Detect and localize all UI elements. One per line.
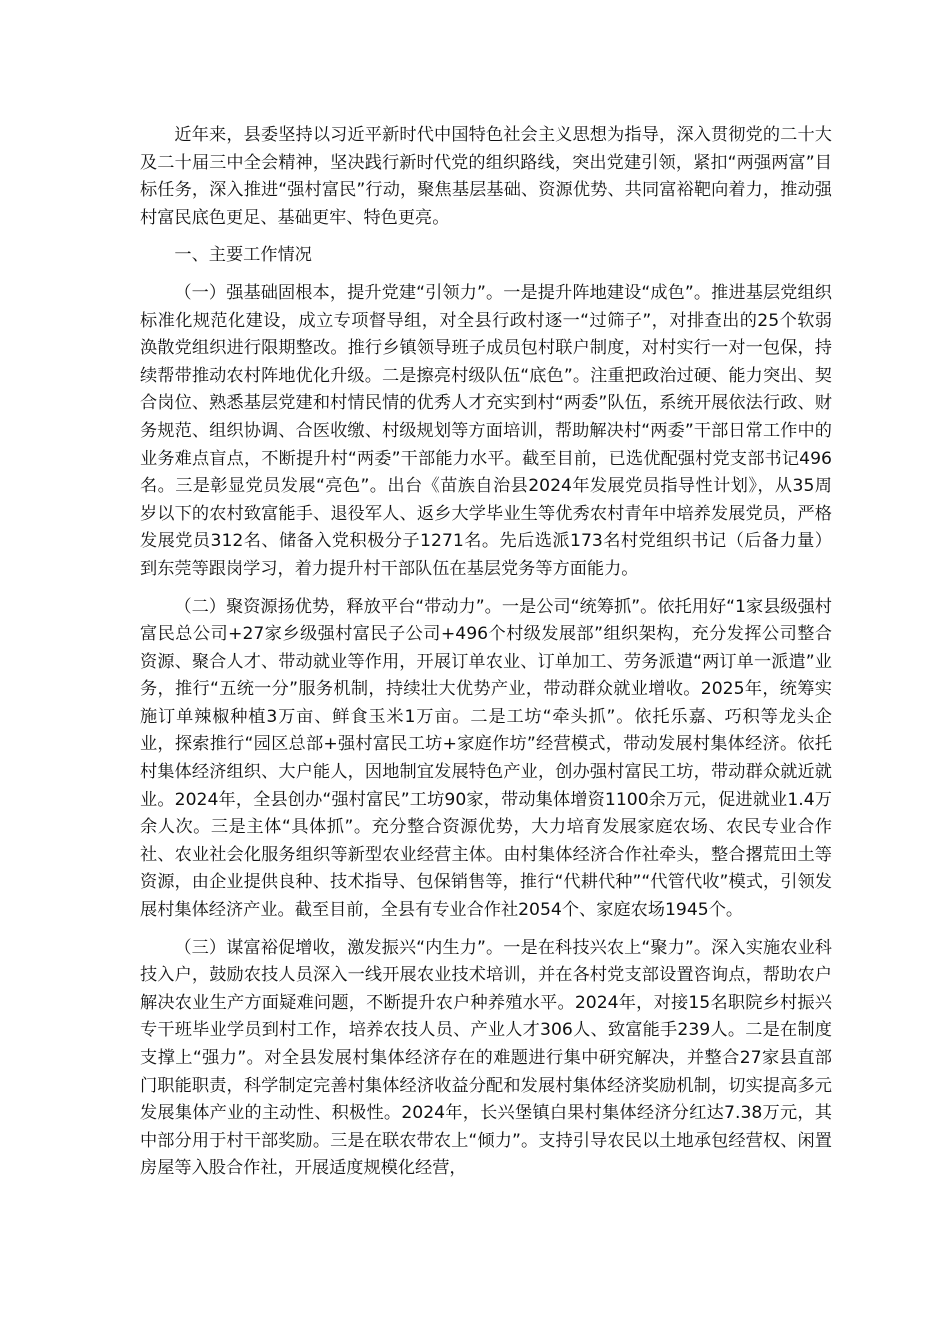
section-heading: 一、主要工作情况 [174, 245, 312, 266]
document-page [140, 122, 832, 1193]
paragraph-1: （一）强基础固根本，提升党建“引领力”。一是提升阵地建设“成色”。推进基层党组织标准化规范化建设，成立专项督导组，对全县行政村逐一“过筛子”，对排查出的25个软弱涣散党组织进行限期整改。推行乡镇领导班子成员包村联户制度，对村实行一对一包保，持续帮带推动农村阵地优化升级。二是擦亮村级队伍“底色”。注重把政治过硬、能力突出、契合岗位、熟悉基层党建和村情民情的优秀人才充实到村“两委”队伍，系统开展依法行政、财务规范、组织协调、合医收缴、村级规划等方面培训，帮助解决村“两委”干部日常工作中的业务难点盲点，不断提升村“两委”干部能力水平。截至目前，已选优配强村党支部书记496名。三是彰显党员发展“亮色”。出台《苗族自治县2024年发展党员指导性计划》，从35周岁以下的农村致富能手、退役军人、返乡大学毕业生等优秀农村青年中培养发展党员，严格发展党员312名、储备入党积极分子1271名。先后选派173名村党组织书记（后备力量）到东莞等跟岗学习，着力提升村干部队伍在基层党务等方面能力。 [140, 282, 832, 579]
intro-paragraph: 近年来，县委坚持以习近平新时代中国特色社会主义思想为指导，深入贯彻党的二十大及二十届三中全会精神，坚决践行新时代党的组织路线，突出党建引领，紧扣“两强两富”目标任务，深入推进“强村富民”行动，聚焦基层基础、资源优势、共同富裕靶向着力，推动强村富民底色更足、基础更牢、特色更亮。 [140, 125, 832, 228]
paragraph-3: （三）谋富裕促增收，激发振兴“内生力”。一是在科技兴农上“聚力”。深入实施农业科技入户，鼓励农技人员深入一线开展农业技术培训，并在各村党支部设置咨询点，帮助农户解决农业生产方面疑难问题，不断提升农户种养殖水平。2024年，对接15名职院乡村振兴专干班毕业学员到村工作，培养农技人员、产业人才306人、致富能手239人。二是在制度支撑上“强力”。对全县发展村集体经济存在的难题进行集中研究解决，并整合27家县直部门职能职责，科学制定完善村集体经济收益分配和发展村集体经济奖励机制，切实提高多元发展集体产业的主动性、积极性。2024年，长兴堡镇白果村集体经济分红达7.38万元，其中部分用于村干部奖励。三是在联农带农上“倾力”。支持引导农民以土地承包经营权、闲置房屋等入股合作社，开展适度规模化经营， [140, 937, 832, 1179]
paragraph-2: （二）聚资源扬优势，释放平台“带动力”。一是公司“统筹抓”。依托用好“1家县级强村富民总公司+27家乡级强村富民子公司+496个村级发展部”组织架构，充分发挥公司整合资源、聚合人才、带动就业等作用，开展订单农业、订单加工、劳务派遣“两订单一派遣”业务，推行“五统一分”服务机制，持续壮大优势产业，带动群众就业增收。2025年，统筹实施订单辣椒种植3万亩、鲜食玉米1万亩。二是工坊“牵头抓”。依托乐嘉、巧积等龙头企业，探索推行“园区总部+强村富民工坊+家庭作坊”经营模式，带动发展村集体经济。依托村集体经济组织、大户能人，因地制宜发展特色产业，创办强村富民工坊，带动群众就近就业。2024年，全县创办“强村富民”工坊90家，带动集体增资1100余万元，促进就业1.4万余人次。三是主体“具体抓”。充分整合资源优势，大力培育发展家庭农场、农民专业合作社、农业社会化服务组织等新型农业经营主体。由村集体经济合作社牵头，整合撂荒田土等资源，由企业提供良种、技术指导、包保销售等，推行“代耕代种”“代管代收”模式，引领发展村集体经济产业。截至目前，全县有专业合作社2054个、家庭农场1945个。 [140, 596, 832, 921]
